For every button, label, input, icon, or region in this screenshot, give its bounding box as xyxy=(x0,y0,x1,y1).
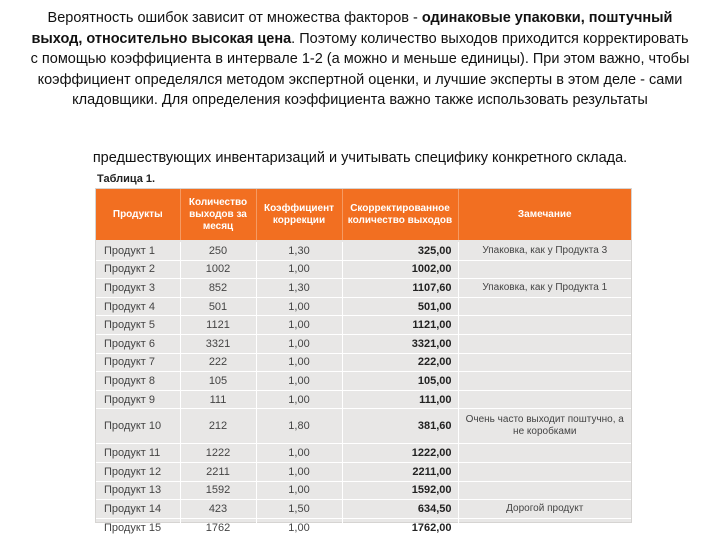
table-caption: Таблица 1. xyxy=(97,173,156,185)
cell-coefficient: 1,00 xyxy=(256,390,342,409)
intro-text-1: Вероятность ошибок зависит от множества факторов - xyxy=(47,10,422,26)
cell-product: Продукт 2 xyxy=(96,260,180,279)
table-row xyxy=(96,241,631,260)
cell-monthly-outputs: 250 xyxy=(180,241,256,260)
cell-remark xyxy=(458,481,631,500)
table-row xyxy=(96,462,631,481)
table-row xyxy=(96,444,631,463)
cell-remark: Упаковка, как у Продукта 3 xyxy=(458,241,631,260)
cell-adjusted-outputs: 325,00 xyxy=(342,241,458,260)
inventory-table xyxy=(96,189,631,537)
cell-adjusted-outputs: 1762,00 xyxy=(342,518,458,537)
header-monthly-outputs: Количество выходов за месяц xyxy=(180,189,256,241)
cell-adjusted-outputs: 105,00 xyxy=(342,372,458,391)
cell-monthly-outputs: 105 xyxy=(180,372,256,391)
intro-bold-factors: одинаковые упаковки, поштучный выход, относительно высокая цена xyxy=(31,10,673,47)
header-products: Продукты xyxy=(96,189,180,241)
cell-adjusted-outputs: 501,00 xyxy=(342,297,458,316)
header-adjusted-outputs: Скорректированное количество выходов xyxy=(342,189,458,241)
cell-remark xyxy=(458,334,631,353)
cell-product: Продукт 7 xyxy=(96,353,180,372)
table-row xyxy=(96,279,631,298)
cell-adjusted-outputs: 1222,00 xyxy=(342,444,458,463)
cell-coefficient: 1,30 xyxy=(256,279,342,298)
cell-coefficient: 1,80 xyxy=(256,409,342,444)
table-header-row xyxy=(96,189,631,241)
cell-coefficient: 1,00 xyxy=(256,297,342,316)
cell-remark: Упаковка, как у Продукта 1 xyxy=(458,279,631,298)
cell-product: Продукт 5 xyxy=(96,316,180,335)
cell-monthly-outputs: 1592 xyxy=(180,481,256,500)
cell-remark: Очень часто выходит поштучно, а не коробками xyxy=(458,409,631,444)
intro-text-2: . Поэтому количество выходов приходится корректировать с помощью коэффициента в интервале 1-2 (а можно и меньше единицы). При этом важно, чтобы коэффициент определялся методом экспертной оценки, и лучшие эксперты в этом деле - сами кладовщики. Для определения коэффициента важно также использовать результаты xyxy=(30,30,690,108)
table-row xyxy=(96,481,631,500)
cell-product: Продукт 14 xyxy=(96,500,180,519)
cell-remark xyxy=(458,353,631,372)
cell-product: Продукт 4 xyxy=(96,297,180,316)
cell-adjusted-outputs: 2211,00 xyxy=(342,462,458,481)
cell-product: Продукт 13 xyxy=(96,481,180,500)
cell-monthly-outputs: 1762 xyxy=(180,518,256,537)
cell-monthly-outputs: 2211 xyxy=(180,462,256,481)
cell-coefficient: 1,00 xyxy=(256,481,342,500)
cell-remark xyxy=(458,260,631,279)
cell-remark xyxy=(458,518,631,537)
cell-product: Продукт 11 xyxy=(96,444,180,463)
cell-coefficient: 1,00 xyxy=(256,518,342,537)
cell-remark xyxy=(458,462,631,481)
cell-remark xyxy=(458,316,631,335)
intro-paragraph-continued: предшествующих инвентаризаций и учитывать специфику конкретного склада. xyxy=(92,150,628,166)
cell-adjusted-outputs: 3321,00 xyxy=(342,334,458,353)
table-row xyxy=(96,297,631,316)
cell-coefficient: 1,00 xyxy=(256,444,342,463)
table-row xyxy=(96,390,631,409)
header-correction-coefficient: Коэффициент коррекции xyxy=(256,189,342,241)
cell-monthly-outputs: 3321 xyxy=(180,334,256,353)
cell-product: Продукт 1 xyxy=(96,241,180,260)
intro-paragraph xyxy=(30,8,690,111)
cell-coefficient: 1,50 xyxy=(256,500,342,519)
cell-remark: Дорогой продукт xyxy=(458,500,631,519)
table-body xyxy=(96,241,631,537)
cell-monthly-outputs: 1222 xyxy=(180,444,256,463)
cell-remark xyxy=(458,444,631,463)
cell-monthly-outputs: 423 xyxy=(180,500,256,519)
cell-adjusted-outputs: 1002,00 xyxy=(342,260,458,279)
cell-monthly-outputs: 1121 xyxy=(180,316,256,335)
cell-product: Продукт 12 xyxy=(96,462,180,481)
cell-adjusted-outputs: 1592,00 xyxy=(342,481,458,500)
cell-adjusted-outputs: 634,50 xyxy=(342,500,458,519)
cell-adjusted-outputs: 381,60 xyxy=(342,409,458,444)
cell-product: Продукт 3 xyxy=(96,279,180,298)
cell-remark xyxy=(458,297,631,316)
cell-remark xyxy=(458,372,631,391)
cell-coefficient: 1,00 xyxy=(256,334,342,353)
cell-monthly-outputs: 501 xyxy=(180,297,256,316)
table-row xyxy=(96,500,631,519)
table-row xyxy=(96,409,631,444)
cell-coefficient: 1,30 xyxy=(256,241,342,260)
table-row xyxy=(96,518,631,537)
cell-adjusted-outputs: 111,00 xyxy=(342,390,458,409)
cell-monthly-outputs: 212 xyxy=(180,409,256,444)
table-row xyxy=(96,260,631,279)
cell-coefficient: 1,00 xyxy=(256,260,342,279)
cell-product: Продукт 8 xyxy=(96,372,180,391)
cell-product: Продукт 10 xyxy=(96,409,180,444)
cell-coefficient: 1,00 xyxy=(256,462,342,481)
cell-coefficient: 1,00 xyxy=(256,372,342,391)
table-row xyxy=(96,316,631,335)
cell-monthly-outputs: 111 xyxy=(180,390,256,409)
table-row xyxy=(96,353,631,372)
cell-adjusted-outputs: 222,00 xyxy=(342,353,458,372)
cell-remark xyxy=(458,390,631,409)
cell-monthly-outputs: 852 xyxy=(180,279,256,298)
cell-product: Продукт 15 xyxy=(96,518,180,537)
table-row xyxy=(96,334,631,353)
table-row xyxy=(96,372,631,391)
cell-monthly-outputs: 1002 xyxy=(180,260,256,279)
cell-coefficient: 1,00 xyxy=(256,316,342,335)
cell-product: Продукт 9 xyxy=(96,390,180,409)
cell-adjusted-outputs: 1107,60 xyxy=(342,279,458,298)
header-remark: Замечание xyxy=(458,189,631,241)
inventory-table-container xyxy=(95,188,632,534)
cell-monthly-outputs: 222 xyxy=(180,353,256,372)
cell-product: Продукт 6 xyxy=(96,334,180,353)
cell-adjusted-outputs: 1121,00 xyxy=(342,316,458,335)
cell-coefficient: 1,00 xyxy=(256,353,342,372)
